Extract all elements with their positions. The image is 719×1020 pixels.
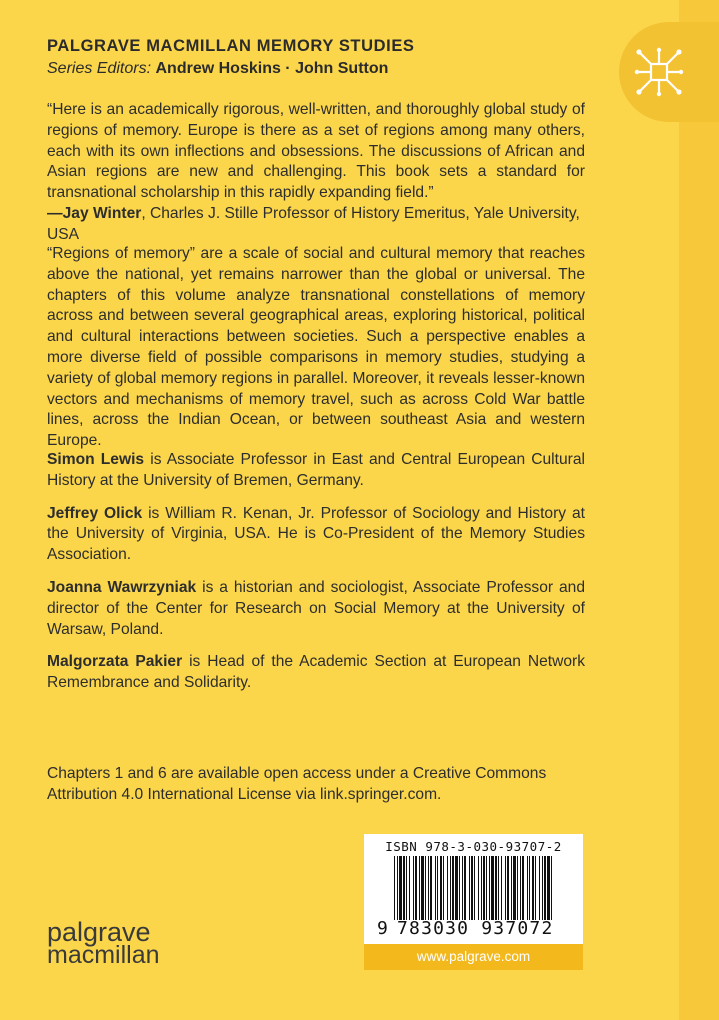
barcode-digits-rest: 783030 937072 [397,918,554,939]
bio-joanna-wawrzyniak [47,578,585,640]
quote-text: “Here is an academically rigorous, well-written, and thoroughly global study of regions of memory. Europe is there as a set of regions among many others, each with its own inflections and obsessions. The discussions of African and Asian regions are new and challenging. This book sets a standard for transnational scholarship in this rapidly expanding field.” [47,101,585,202]
quote-attribution [47,204,585,246]
series-editors-label: Series Editors: [47,60,152,77]
bio-malgorzata-pakier [47,652,585,694]
book-description: “Regions of memory” are a scale of social and cultural memory that reaches above the national, yet remains narrower than the global or universal. The chapters of this volume analyze transnational constellations of memory across and between several geographical areas, exploring historical, political and cultural interactions between societies. Such a perspective enables a more diverse field of possible comparisons in memory studies, studying a variety of global memory regions in parallel. Moreover, it reveals lesser-known vectors and mechanisms of memory travel, such as across Cold War battle lines, across the Indian Ocean, or between southeast Asia and western Europe. [47,245,585,450]
quote-affiliation: , Charles J. Stille Professor of History Emeritus, Yale University, USA [47,204,580,243]
palgrave-network-logo-icon [631,44,687,100]
open-access-note: Chapters 1 and 6 are available open access under a Creative Commons Attribution 4.0 International License via link.springer.com. [47,765,547,803]
spine-strip [679,0,719,1020]
series-title: PALGRAVE MACMILLAN MEMORY STUDIES [47,37,415,55]
barcode [394,856,554,920]
editor-bios [47,450,585,706]
bio-text: is a historian and sociologist, Associate Professor and director of the Center for Research on Social Memory at the University of Warsaw, Poland. [47,578,585,638]
bio-text: is Associate Professor in East and Central European Cultural History at the University of Bremen, Germany. [47,451,585,489]
bio-name: Simon Lewis [47,451,145,468]
isbn-barcode-box [364,834,583,944]
bio-name: Malgorzata Pakier [47,653,183,671]
brand-line1: palgrave [47,917,151,947]
publisher-logo-wordmark [47,917,160,969]
quote-author: —Jay Winter [47,204,142,222]
series-editors-names: Andrew Hoskins · John Sutton [155,60,389,77]
series-editors [47,60,388,78]
bio-text: is Head of the Academic Section at European Network Remembrance and Solidarity. [47,653,586,692]
bio-name: Joanna Wawrzyniak [47,578,197,596]
endorsement-quote [47,100,585,246]
bio-text: is William R. Kenan, Jr. Professor of Sociology and History at the University of Virginia, USA. He is Co-President of the Memory Studies Association. [47,504,585,564]
bio-name: Jeffrey Olick [47,504,143,522]
publisher-url: www.palgrave.com [364,944,583,970]
bio-jeffrey-olick [47,504,585,566]
series-logo-badge [619,22,719,122]
bio-simon-lewis [47,450,585,492]
brand-line2: macmillan [47,941,160,969]
barcode-digits-lead: 9 [377,918,388,939]
isbn-label: ISBN 978-3-030-93707-2 [385,839,562,854]
